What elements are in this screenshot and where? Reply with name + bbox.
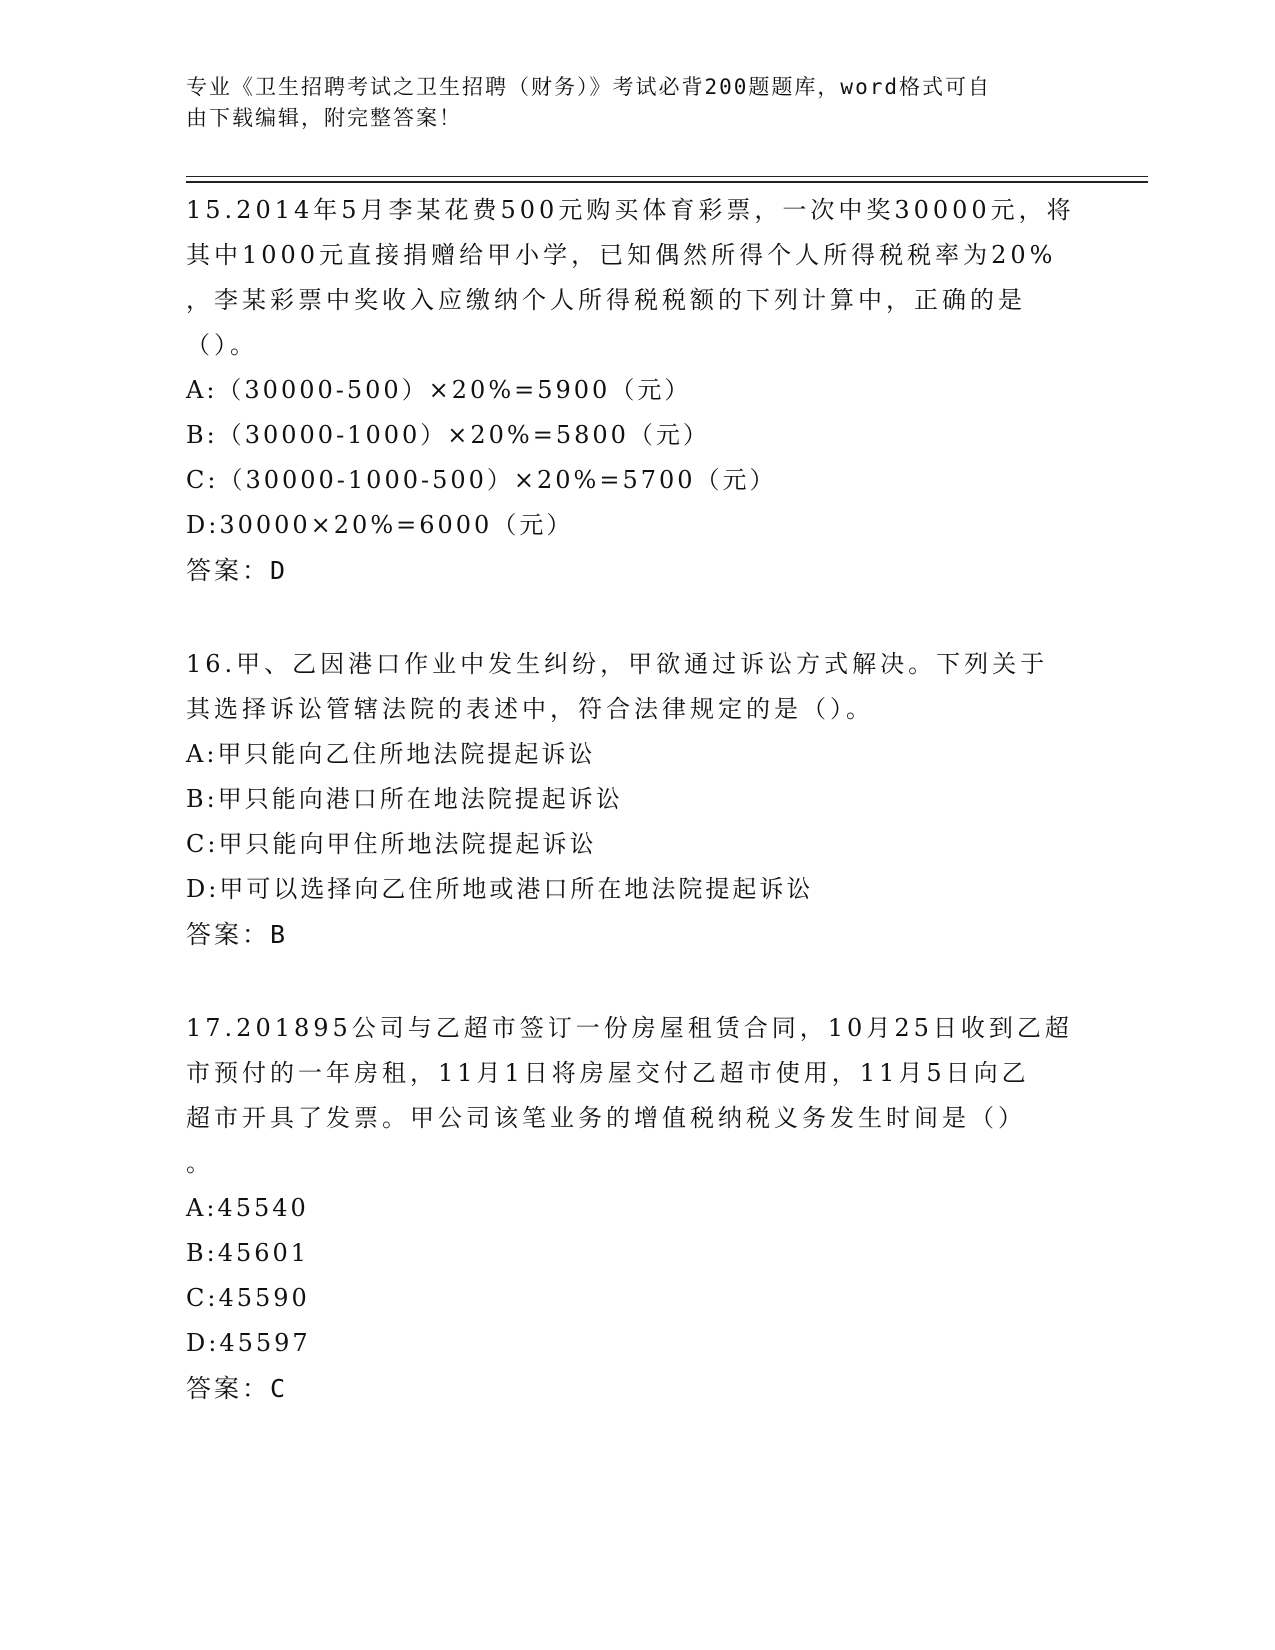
question-15-answer: 答案：D [186,556,289,585]
question-15-line-1: 15.2014年5月李某花费500元购买体育彩票，一次中奖30000元，将 [186,196,1075,224]
question-17-option-d: D:45597 [186,1329,311,1357]
question-16-line-2: 其选择诉讼管辖法院的表述中，符合法律规定的是（）。 [186,695,874,723]
header-line-2: 由下载编辑，附完整答案！ [186,106,462,130]
question-16 [186,642,1086,957]
question-15-line-3: ，李某彩票中奖收入应缴纳个人所得税税额的下列计算中，正确的是 [186,286,1026,314]
question-17-line-4: 。 [186,1149,214,1177]
question-16-option-d: D:甲可以选择向乙住所地或港口所在地法院提起诉讼 [186,875,814,903]
question-17-line-1: 17.201895公司与乙超市签订一份房屋租赁合同，10月25日收到乙超 [186,1014,1073,1042]
question-16-answer: 答案：B [186,920,289,949]
question-17-answer: 答案：C [186,1374,289,1403]
header-divider-thick [186,181,1148,183]
question-16-option-b: B:甲只能向港口所在地法院提起诉讼 [186,785,623,813]
question-17-line-2: 市预付的一年房租，11月1日将房屋交付乙超市使用，11月5日向乙 [186,1059,1030,1087]
header-divider-thin [186,176,1148,177]
question-15-option-a: A:（30000-500）×20%=5900（元） [186,376,692,404]
question-15-line-2: 其中1000元直接捐赠给甲小学，已知偶然所得个人所得税税率为20% [186,241,1057,269]
question-15 [186,188,1086,593]
question-17-option-c: C:45590 [186,1284,310,1312]
question-16-option-c: C:甲只能向甲住所地法院提起诉讼 [186,830,597,858]
question-15-line-4: （）。 [186,331,258,359]
question-15-option-d: D:30000×20%=6000（元） [186,511,574,539]
header-line-1: 专业《卫生招聘考试之卫生招聘（财务）》考试必背200题题库，word格式可自 [186,75,991,99]
question-17-line-3: 超市开具了发票。甲公司该笔业务的增值税纳税义务发生时间是（） [186,1104,1026,1132]
question-15-option-b: B:（30000-1000）×20%=5800（元） [186,421,710,449]
question-17 [186,1006,1086,1411]
document-header [186,72,1066,134]
question-17-option-b: B:45601 [186,1239,310,1267]
question-16-line-1: 16.甲、乙因港口作业中发生纠纷，甲欲通过诉讼方式解决。下列关于 [186,650,1049,678]
question-15-option-c: C:（30000-1000-500）×20%=5700（元） [186,466,777,494]
question-17-option-a: A:45540 [186,1194,309,1222]
question-16-option-a: A:甲只能向乙住所地法院提起诉讼 [186,740,596,768]
